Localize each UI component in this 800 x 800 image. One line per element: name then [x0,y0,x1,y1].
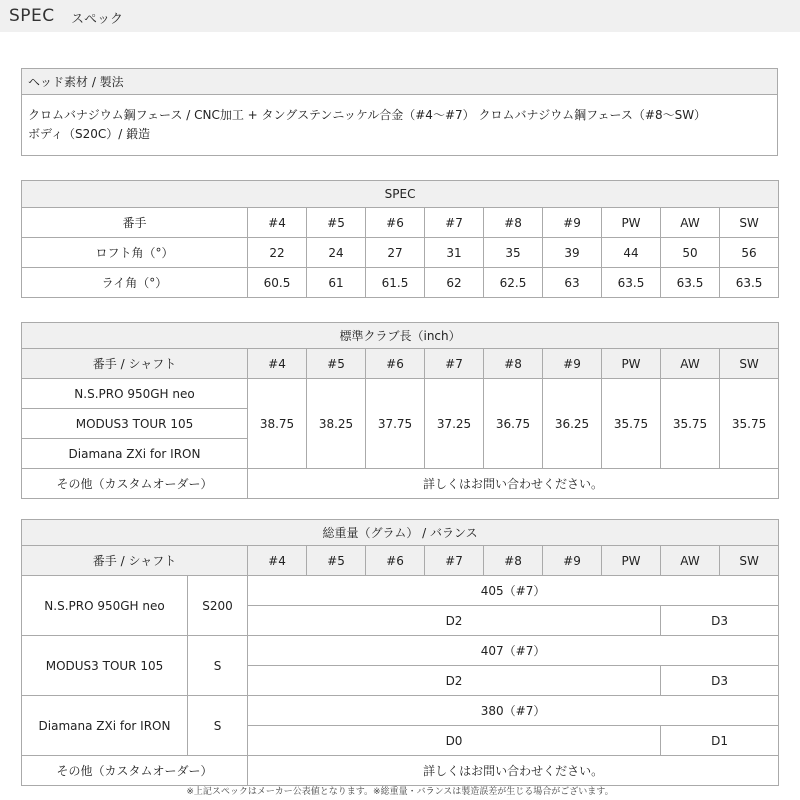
shaft-flex: S200 [188,576,248,636]
lie-value: 63.5 [720,268,779,298]
club-number: PW [602,349,661,379]
balance-wedge: D3 [661,606,779,636]
club-length-table [21,322,779,499]
club-number: #6 [366,349,425,379]
loft-value: 39 [543,238,602,268]
club-number: #6 [366,546,425,576]
footnote: ※上記スペックはメーカー公表値となります。※総重量・バランスは製造誤差が生じる場合がございます。 [186,787,614,797]
length-value: 35.75 [661,379,720,469]
loft-value: 50 [661,238,720,268]
lie-value: 62 [425,268,484,298]
other-value: 詳しくはお問い合わせください。 [248,469,779,499]
section-header [0,0,800,32]
balance-wedge: D1 [661,726,779,756]
club-number: #8 [484,208,543,238]
weight-header-row [22,546,779,576]
weight-title: 総重量（グラム） / バランス [22,520,779,546]
lie-value: 63.5 [602,268,661,298]
section-subtitle: スペック [71,12,124,27]
length-other-row [22,469,779,499]
loft-value: 56 [720,238,779,268]
club-number: SW [720,208,779,238]
shaft-name: N.S.PRO 950GH neo [22,576,188,636]
club-number: #6 [366,208,425,238]
club-number: #8 [484,546,543,576]
club-number: #9 [543,546,602,576]
length-value: 37.25 [425,379,484,469]
row-label: ライ角（°） [22,268,248,298]
balance-main: D2 [248,606,661,636]
club-number: #9 [543,208,602,238]
shaft-flex: S [188,636,248,696]
length-value: 36.25 [543,379,602,469]
weight-row [22,696,779,726]
loft-value: 24 [307,238,366,268]
header-label: 番手 / シャフト [22,546,248,576]
length-value: 35.75 [720,379,779,469]
section-title: SPEC [9,6,55,26]
weight-row [22,576,779,606]
club-number: #7 [425,349,484,379]
club-number: #8 [484,349,543,379]
club-number: #7 [425,546,484,576]
club-number: SW [720,546,779,576]
length-value: 35.75 [602,379,661,469]
lie-value: 61 [307,268,366,298]
lie-value: 61.5 [366,268,425,298]
length-title: 標準クラブ長（inch） [22,323,779,349]
length-value: 38.75 [248,379,307,469]
total-weight: 380（#7） [248,696,779,726]
loft-value: 35 [484,238,543,268]
other-label: その他（カスタムオーダー） [22,756,248,786]
total-weight: 407（#7） [248,636,779,666]
length-value: 36.75 [484,379,543,469]
lie-value: 62.5 [484,268,543,298]
material-description [22,95,778,156]
club-number: #4 [248,546,307,576]
loft-value: 27 [366,238,425,268]
material-line-2: ボディ（S20C）/ 鍛造 [28,127,151,141]
loft-value: 22 [248,238,307,268]
club-number: AW [661,546,720,576]
lie-value: 63.5 [661,268,720,298]
club-number: PW [602,208,661,238]
club-number: #4 [248,208,307,238]
weight-row [22,636,779,666]
length-value: 38.25 [307,379,366,469]
club-number: AW [661,349,720,379]
length-header-row [22,349,779,379]
shaft-name: MODUS3 TOUR 105 [22,636,188,696]
material-line-1: クロムバナジウム鋼フェース / CNC加工 + タングステンニッケル合金（#4〜#7） クロムバナジウム鋼フェース（#8〜SW） [28,108,707,122]
spec-title: SPEC [22,181,779,208]
row-label: ロフト角（°） [22,238,248,268]
balance-wedge: D3 [661,666,779,696]
club-number: #9 [543,349,602,379]
club-number: PW [602,546,661,576]
shaft-flex: S [188,696,248,756]
total-weight: 405（#7） [248,576,779,606]
balance-main: D2 [248,666,661,696]
material-heading: ヘッド素材 / 製法 [22,69,778,95]
spec-table [21,180,779,298]
club-number: #5 [307,349,366,379]
row-label: 番手 [22,208,248,238]
lie-value: 63 [543,268,602,298]
club-number: SW [720,349,779,379]
club-number: #5 [307,208,366,238]
spec-number-row [22,208,779,238]
club-number: #4 [248,349,307,379]
shaft-name: Diamana ZXi for IRON [22,439,248,469]
weight-balance-table [21,519,779,786]
lie-value: 60.5 [248,268,307,298]
balance-main: D0 [248,726,661,756]
club-number: AW [661,208,720,238]
length-value: 37.75 [366,379,425,469]
club-number: #5 [307,546,366,576]
shaft-name: MODUS3 TOUR 105 [22,409,248,439]
header-label: 番手 / シャフト [22,349,248,379]
shaft-name: Diamana ZXi for IRON [22,696,188,756]
material-table [21,68,778,156]
other-label: その他（カスタムオーダー） [22,469,248,499]
shaft-name: N.S.PRO 950GH neo [22,379,248,409]
weight-other-row [22,756,779,786]
other-value: 詳しくはお問い合わせください。 [248,756,779,786]
loft-value: 31 [425,238,484,268]
club-number: #7 [425,208,484,238]
spec-lie-row [22,268,779,298]
spec-loft-row [22,238,779,268]
loft-value: 44 [602,238,661,268]
length-row [22,379,779,409]
